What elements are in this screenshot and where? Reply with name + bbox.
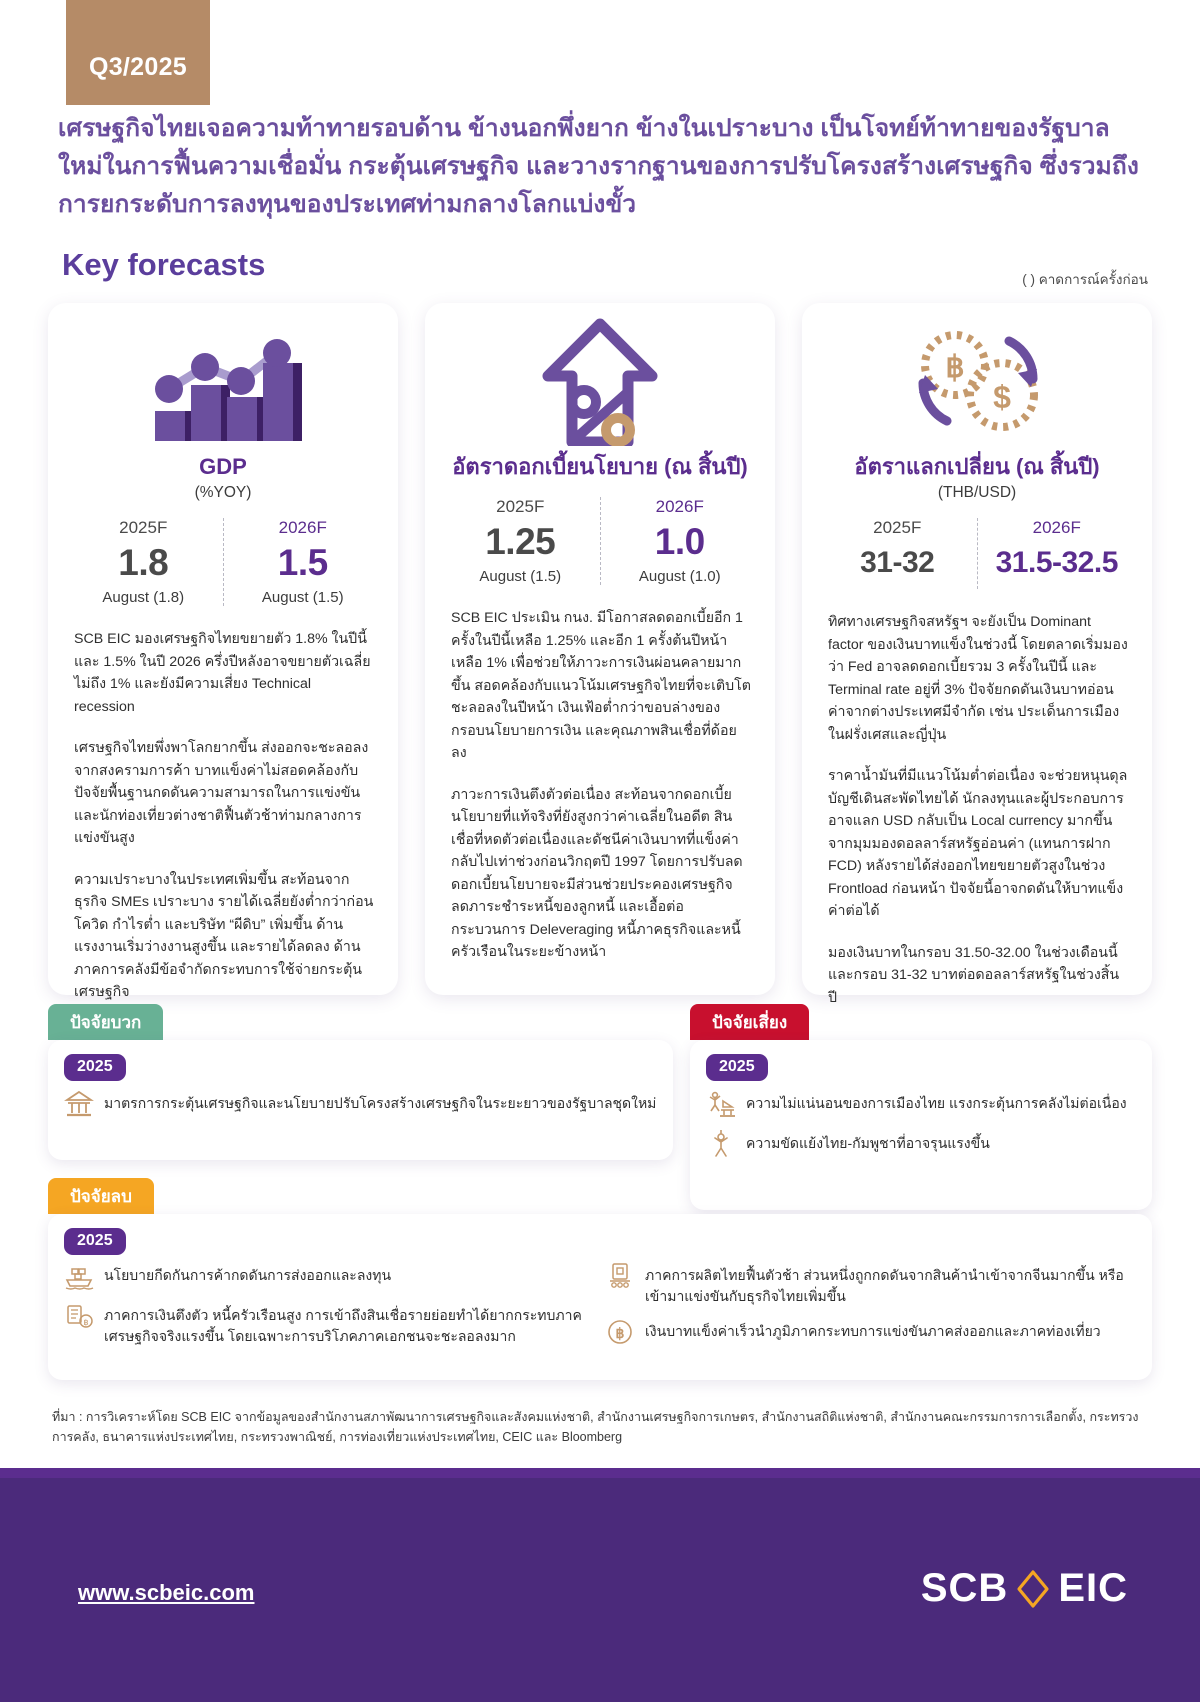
quarter-badge: Q3/2025 xyxy=(66,0,210,105)
positive-factors-label: ปัจจัยบวก xyxy=(48,1004,163,1040)
card-body xyxy=(802,589,1152,1009)
list-item-label: ภาคการผลิตไทยฟื้นตัวช้า ส่วนหนึ่งถูกกดดันจากสินค้านำเข้าจากจีนมากขึ้น หรือเข้ามาแข่งขันกับธุรกิจไทยเพิ่มขึ้น xyxy=(645,1267,1124,1304)
forecast-values xyxy=(802,518,1152,589)
positive-items xyxy=(48,1081,673,1119)
forecast-year: 2025F xyxy=(119,518,168,537)
card-paragraph: ทิศทางเศรษฐกิจสหรัฐฯ จะยังเป็น Dominant factor ของเงินบาทแข็งในช่วงนี้ โดยตลาดเริ่มมองว่า Fed อาจลดดอกเบี้ยรวม 3 ครั้งในปีนี้ และ Terminal rate อยู่ที่ 3% ปัจจัยกดดันเงินบาทอ่อนค่าจากต่างประเทศมีจำกัด เช่น ประเด็นการเมืองในฝรั่งเศสและญี่ปุ่น xyxy=(828,614,1128,743)
forecast-year: 2026F xyxy=(655,497,704,516)
positive-factors-panel xyxy=(48,1040,673,1160)
logo-text-scb: SCB xyxy=(920,1566,1009,1610)
list-item xyxy=(605,1317,1136,1347)
list-item-label: นโยบายกีดกันการค้ากดดันการส่งออกและลงทุน xyxy=(104,1267,392,1283)
forecast-year: 2025F xyxy=(873,518,922,537)
forecast-values xyxy=(48,518,398,606)
card-paragraph: ภาวะการเงินตึงตัวต่อเนื่อง สะท้อนจากดอกเบี้ยนโยบายที่แท้จริงที่ยังสูงกว่าค่าเฉลี่ยในอดีต สินเชื่อที่หดตัวต่อเนื่องและดัชนีค่าเงินบาทที่แข็งค่ากลับไปเท่าช่วงก่อนวิกฤตปี 1997 โดยการปรับลดดอกเบี้ยนโยบายจะมีส่วนช่วยประคองเศรษฐกิจ ลดภาระชำระหนี้ของลูกหนี้ และเอื้อต่อกระบวนการ Deleveraging หนี้ภาคธุรกิจและหนี้ครัวเรือนในระยะข้างหน้า xyxy=(451,786,743,960)
forecast-card-policy-rate xyxy=(425,303,775,995)
forecast-year: 2026F xyxy=(1032,518,1081,537)
negative-items xyxy=(48,1255,1152,1357)
list-item xyxy=(605,1261,1136,1307)
risk-factors-label: ปัจจัยเสี่ยง xyxy=(690,1004,809,1040)
svg-text:฿: ฿ xyxy=(615,1325,625,1341)
forecast-card-group xyxy=(48,303,1152,1006)
year-badge: 2025 xyxy=(64,1054,126,1081)
list-item-label: ความขัดแย้งไทย-กัมพูชาที่อาจรุนแรงขึ้น xyxy=(746,1135,990,1151)
forecast-previous: August (1.5) xyxy=(261,589,344,606)
card-body xyxy=(48,606,398,1004)
percent-arrow-up-icon xyxy=(425,303,775,453)
bar-chart-trend-icon xyxy=(48,303,398,453)
website-link[interactable]: www.scbeic.com xyxy=(78,1580,255,1605)
previous-forecast-note: ( ) คาดการณ์ครั้งก่อน xyxy=(1022,272,1148,287)
list-item xyxy=(706,1089,1136,1119)
list-item xyxy=(64,1089,657,1119)
forecast-col-2025 xyxy=(64,518,224,606)
forecast-previous: August (1.0) xyxy=(638,568,721,585)
forecast-values xyxy=(425,497,775,585)
year-badge: 2025 xyxy=(706,1054,768,1081)
list-item xyxy=(706,1129,1136,1159)
forecast-value: 1.5 xyxy=(277,542,328,583)
negative-items-right xyxy=(605,1261,1136,1357)
scb-eic-logo xyxy=(921,1566,1128,1611)
list-item-label: มาตรการกระตุ้นเศรษฐกิจและนโยบายปรับโครงสร้างเศรษฐกิจในระยะยาวของรัฐบาลชุดใหม่ xyxy=(104,1095,657,1111)
card-title: อัตราแลกเปลี่ยน (ณ สิ้นปี) xyxy=(854,454,1100,479)
forecast-value: 1.25 xyxy=(485,521,556,562)
forecast-value: 31.5-32.5 xyxy=(995,546,1118,579)
forecast-col-2026 xyxy=(601,497,760,585)
forecast-card-gdp xyxy=(48,303,398,1000)
card-paragraph: ความเปราะบางในประเทศเพิ่มขึ้น สะท้อนจากธุรกิจ SMEs เปราะบาง รายได้เฉลี่ยยังต่ำกว่าก่อนโควิด กำไรต่ำ และบริษัท “ผีดิบ” เพิ่มขึ้น ด้านแรงงานเริ่มว่างงานสูงขึ้น และรายได้ลดลง ด้านภาคการคลังมีข้อจำกัดกระทบการใช้จ่ายกระตุ้นเศรษฐกิจ xyxy=(74,871,374,1000)
list-item-label: เงินบาทแข็งค่าเร็วนำภูมิภาคกระทบการแข่งขันภาคส่งออกและภาคท่องเที่ยว xyxy=(645,1323,1101,1339)
card-paragraph: SCB EIC มองเศรษฐกิจไทยขยายตัว 1.8% ในปีนี้ และ 1.5% ในปี 2026 ครึ่งปีหลังอาจขยายตัวเฉลี่ยไม่ถึง 1% และยังมีความเสี่ยง Technical recession xyxy=(74,631,371,715)
footer-divider xyxy=(0,1468,1200,1478)
conflict-soldier-icon xyxy=(706,1129,736,1159)
forecast-col-2025 xyxy=(441,497,601,585)
negative-factors-label: ปัจจัยลบ xyxy=(48,1178,154,1214)
negative-items-left xyxy=(64,1261,595,1357)
negative-factors-panel xyxy=(48,1214,1152,1380)
forecast-col-2026 xyxy=(224,518,383,606)
forecast-value: 1.8 xyxy=(118,542,169,583)
year-badge: 2025 xyxy=(64,1228,126,1255)
scb-emblem-icon xyxy=(1016,1569,1050,1609)
risk-items xyxy=(690,1081,1152,1159)
protest-politics-icon xyxy=(706,1089,736,1119)
svg-text:฿: ฿ xyxy=(83,1318,89,1327)
list-item xyxy=(64,1261,595,1291)
card-subtitle: (%YOY) xyxy=(194,484,252,501)
forecast-previous: August (1.8) xyxy=(102,589,185,606)
page-title: Key forecasts xyxy=(62,247,266,282)
card-paragraph: SCB EIC ประเมิน กนง. มีโอกาสลดดอกเบี้ยอีก 1 ครั้งในปีนี้เหลือ 1.25% และอีก 1 ครั้งต้นปีหน้าเหลือ 1% เพื่อช่วยให้ภาวะการเงินผ่อนคลายมากขึ้น สอดคล้องกับแนวโน้มเศรษฐกิจไทยที่จะเติบโตชะลอลงในปีหน้า เงินเฟ้อต่ำกว่าขอบล่างของกรอบนโยบายการเงิน และคุณภาพสินเชื่อที่ด้อยลง xyxy=(451,610,751,761)
card-paragraph: มองเงินบาทในกรอบ 31.50-32.00 ในช่วงเดือนนี้ และกรอบ 31-32 บาทต่อดอลลาร์สหรัฐในช่วงสิ้นปี xyxy=(828,944,1120,1006)
card-title: อัตราดอกเบี้ยนโยบาย (ณ สิ้นปี) xyxy=(452,454,748,479)
svg-text:฿: ฿ xyxy=(945,351,965,384)
forecast-value: 31-32 xyxy=(860,546,935,579)
card-title: GDP xyxy=(199,454,247,479)
baht-currency-icon xyxy=(605,1317,635,1347)
card-subtitle: (THB/USD) xyxy=(937,484,1017,501)
currency-exchange-icon xyxy=(802,303,1152,453)
source-note: ที่มา : การวิเคราะห์โดย SCB EIC จากข้อมูลของสำนักงานสภาพัฒนาการเศรษฐกิจและสังคมแห่งชาติ, สำนักงานเศรษฐกิจการเกษตร, สำนักงานสถิติแห่งชาติ, สำนักงานคณะกรรมการการเลือกตั้ง, กระทรวงการคลัง, ธนาคารแห่งประเทศไทย, กระทรวงพาณิชย์, การท่องเที่ยวแห่งประเทศไทย, CEIC และ Bloomberg xyxy=(52,1410,1139,1444)
forecast-value: 1.0 xyxy=(654,521,705,562)
forecast-col-2025 xyxy=(818,518,978,589)
forecast-previous: August (1.5) xyxy=(479,568,562,585)
forecast-card-exchange-rate xyxy=(802,303,1152,1006)
page-headline: เศรษฐกิจไทยเจอความท้าทายรอบด้าน ข้างนอกพึ่งยาก ข้างในเปราะบาง เป็นโจทย์ท้าทายของรัฐบาลใหม่ในการฟื้นความเชื่อมั่น กระตุ้นเศรษฐกิจ และวางรากฐานของการปรับโครงสร้างเศรษฐกิจ ซึ่งรวมถึงการยกระดับการลงทุนของประเทศท่ามกลางโลกแบ่งขั้ว xyxy=(58,115,1139,218)
cargo-ship-icon xyxy=(64,1261,94,1291)
factory-machine-icon xyxy=(605,1261,635,1291)
card-paragraph: ราคาน้ำมันที่มีแนวโน้มต่ำต่อเนื่อง จะช่วยหนุนดุลบัญชีเดินสะพัดไทยได้ นักลงทุนและผู้ประกอบการอาจแลก USD กลับเป็น Local currency มากขึ้น จากมุมมองดอลลาร์สหรัฐอ่อนค่า (แทนการฝาก FCD) หลังรายได้ส่งออกไทยขยายตัวสูงในช่วง Frontload ก่อนหน้า ปัจจัยนี้อาจกดดันให้บาทแข็งค่าต่อได้ xyxy=(828,768,1128,919)
forecast-year: 2026F xyxy=(278,518,327,537)
forecast-col-2026 xyxy=(978,518,1137,589)
government-building-icon xyxy=(64,1089,94,1119)
list-item-label: ความไม่แน่นอนของการเมืองไทย แรงกระตุ้นการคลังไม่ต่อเนื่อง xyxy=(746,1095,1127,1111)
card-body xyxy=(425,585,775,964)
risk-factors-panel xyxy=(690,1040,1152,1210)
forecast-year: 2025F xyxy=(496,497,545,516)
credit-tightening-icon xyxy=(64,1301,94,1331)
list-item xyxy=(64,1301,595,1347)
svg-text:$: $ xyxy=(993,379,1011,415)
card-paragraph: เศรษฐกิจไทยพึ่งพาโลกยากขึ้น ส่งออกจะชะลอลงจากสงครามการค้า บาทแข็งค่าไม่สอดคล้องกับปัจจัยพื้นฐานกดดันความสามารถในการแข่งขันและนักท่องเที่ยวต่างชาติฟื้นตัวช้าท่ามกลางการแข่งขันสูง xyxy=(74,740,369,846)
logo-text-eic: EIC xyxy=(1058,1566,1128,1610)
list-item-label: ภาคการเงินตึงตัว หนี้ครัวเรือนสูง การเข้าถึงสินเชื่อรายย่อยทำได้ยากกระทบภาคเศรษฐกิจจริงแรงขึ้น โดยเฉพาะการบริโภคภาคเอกชนจะชะลอลงมาก xyxy=(104,1307,582,1344)
